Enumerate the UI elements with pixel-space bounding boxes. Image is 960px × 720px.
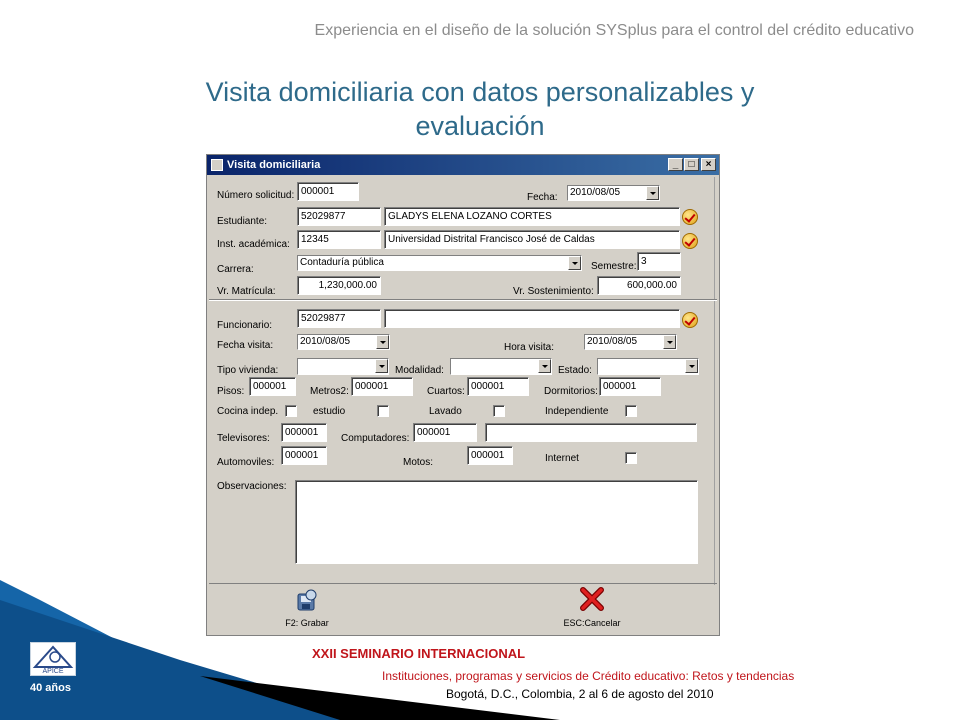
tipo-vivienda-select[interactable] [297,358,389,375]
app-icon [211,159,223,171]
vr-matricula-input[interactable]: 1,230,000.00 [297,276,381,295]
funcionario-check-icon[interactable] [682,312,698,328]
numero-solicitud-input[interactable]: 000001 [297,182,359,201]
inst-academica-id-input[interactable]: 12345 [297,230,381,249]
minimize-button[interactable]: _ [668,158,683,171]
hora-visita-select[interactable] [584,334,677,350]
lavado-label: Lavado [429,406,462,417]
fecha-value: 2010/08/05 [570,187,621,198]
funcionario-id-input[interactable]: 52029877 [297,309,381,328]
semestre-label: Semestre: [591,261,637,272]
inst-academica-label: Inst. académica: [217,239,290,250]
computadores-label: Computadores: [341,433,410,444]
fecha-label: Fecha: [527,192,558,203]
estudiante-check-icon[interactable] [682,209,698,225]
fecha-visita-value: 2010/08/05 [300,336,351,347]
fecha-visita-select[interactable] [297,334,390,350]
estudio-checkbox[interactable] [377,405,389,417]
seminar-location: Bogotá, D.C., Colombia, 2 al 6 de agosto del 2010 [446,687,714,701]
cancel-label: ESC:Cancelar [563,618,621,628]
motos-label: Motos: [403,457,434,468]
seminar-subtitle: Instituciones, programas y servicios de Crédito educativo: Retos y tendencias [382,669,795,683]
years-label: 40 años [30,682,71,694]
slide-title-line1: Visita domiciliaria con datos personalizables y [205,77,755,107]
internet-checkbox[interactable] [625,452,637,464]
visita-window [206,154,720,636]
slide-title-line2: evaluación [415,111,545,141]
section-divider [209,299,717,301]
estudiante-label: Estudiante: [217,216,268,227]
televisores-label: Televisores: [217,433,270,444]
internet-label: Internet [545,453,579,464]
chevron-down-icon[interactable] [538,359,551,373]
modalidad-select[interactable] [450,358,552,375]
chevron-down-icon[interactable] [375,359,388,373]
chevron-down-icon[interactable] [685,359,698,373]
estudiante-name-input[interactable]: GLADYS ELENA LOZANO CORTES [384,207,680,226]
funcionario-label: Funcionario: [217,320,273,331]
pisos-label: Pisos: [217,386,245,397]
carrera-select[interactable] [297,255,582,271]
chevron-down-icon[interactable] [663,335,676,349]
metros2-label: Metros2: [310,386,349,397]
metros2-input[interactable]: 000001 [351,377,413,396]
vr-sostenimiento-input[interactable]: 600,000.00 [597,276,681,295]
observaciones-textarea[interactable] [295,480,698,564]
dormitorios-label: Dormitorios: [544,386,598,397]
slide-header: Experiencia en el diseño de la solución SYSplus para el control del crédito educativo [314,22,914,39]
slide-title [80,75,880,143]
carrera-value: Contaduría pública [300,257,384,268]
chevron-down-icon[interactable] [646,186,659,200]
logo-text: APICE [42,668,64,675]
carrera-label: Carrera: [217,264,254,275]
independiente-checkbox[interactable] [625,405,637,417]
cuartos-input[interactable]: 000001 [467,377,529,396]
window-title: Visita domiciliaria [227,159,321,171]
cocina-indep-label: Cocina indep. [217,406,279,417]
tipo-vivienda-label: Tipo vivienda: [217,365,279,376]
fecha-select[interactable] [567,185,660,201]
observaciones-label: Observaciones: [217,481,287,492]
inst-academica-check-icon[interactable] [682,233,698,249]
window-titlebar[interactable] [207,155,719,175]
close-button[interactable]: × [701,158,716,171]
inst-academica-name-input[interactable]: Universidad Distrital Francisco José de Caldas [384,230,680,249]
vr-sostenimiento-label: Vr. Sostenimiento: [513,286,594,297]
estudiante-id-input[interactable]: 52029877 [297,207,381,226]
pisos-input[interactable]: 000001 [249,377,296,396]
automoviles-label: Automoviles: [217,457,275,468]
funcionario-name-input[interactable] [384,309,680,328]
vr-matricula-label: Vr. Matrícula: [217,286,276,297]
estado-label: Estado: [558,365,592,376]
fecha-visita-label: Fecha visita: [217,340,274,351]
modalidad-label: Modalidad: [395,365,444,376]
dormitorios-input[interactable]: 000001 [599,377,661,396]
chevron-down-icon[interactable] [376,335,389,349]
semestre-input[interactable]: 3 [637,252,681,271]
maximize-button[interactable]: □ [684,158,699,171]
cocina-indep-checkbox[interactable] [285,405,297,417]
scroll-strip [714,177,717,585]
hora-visita-value: 2010/08/05 [587,336,638,347]
cuartos-label: Cuartos: [427,386,465,397]
estudio-label: estudio [313,406,346,417]
numero-solicitud-label: Número solicitud: [217,190,295,201]
lavado-checkbox[interactable] [493,405,505,417]
hora-visita-label: Hora visita: [504,342,555,353]
seminar-title: XXII SEMINARIO INTERNACIONAL [312,646,526,661]
save-label: F2: Grabar [285,618,329,628]
apice-logo [30,642,76,676]
estado-select[interactable] [597,358,699,375]
computadores-extra-input[interactable] [485,423,697,442]
televisores-input[interactable]: 000001 [281,423,327,442]
independiente-label: Independiente [545,406,609,417]
motos-input[interactable]: 000001 [467,446,513,465]
chevron-down-icon[interactable] [568,256,581,270]
automoviles-input[interactable]: 000001 [281,446,327,465]
computadores-input[interactable]: 000001 [413,423,477,442]
